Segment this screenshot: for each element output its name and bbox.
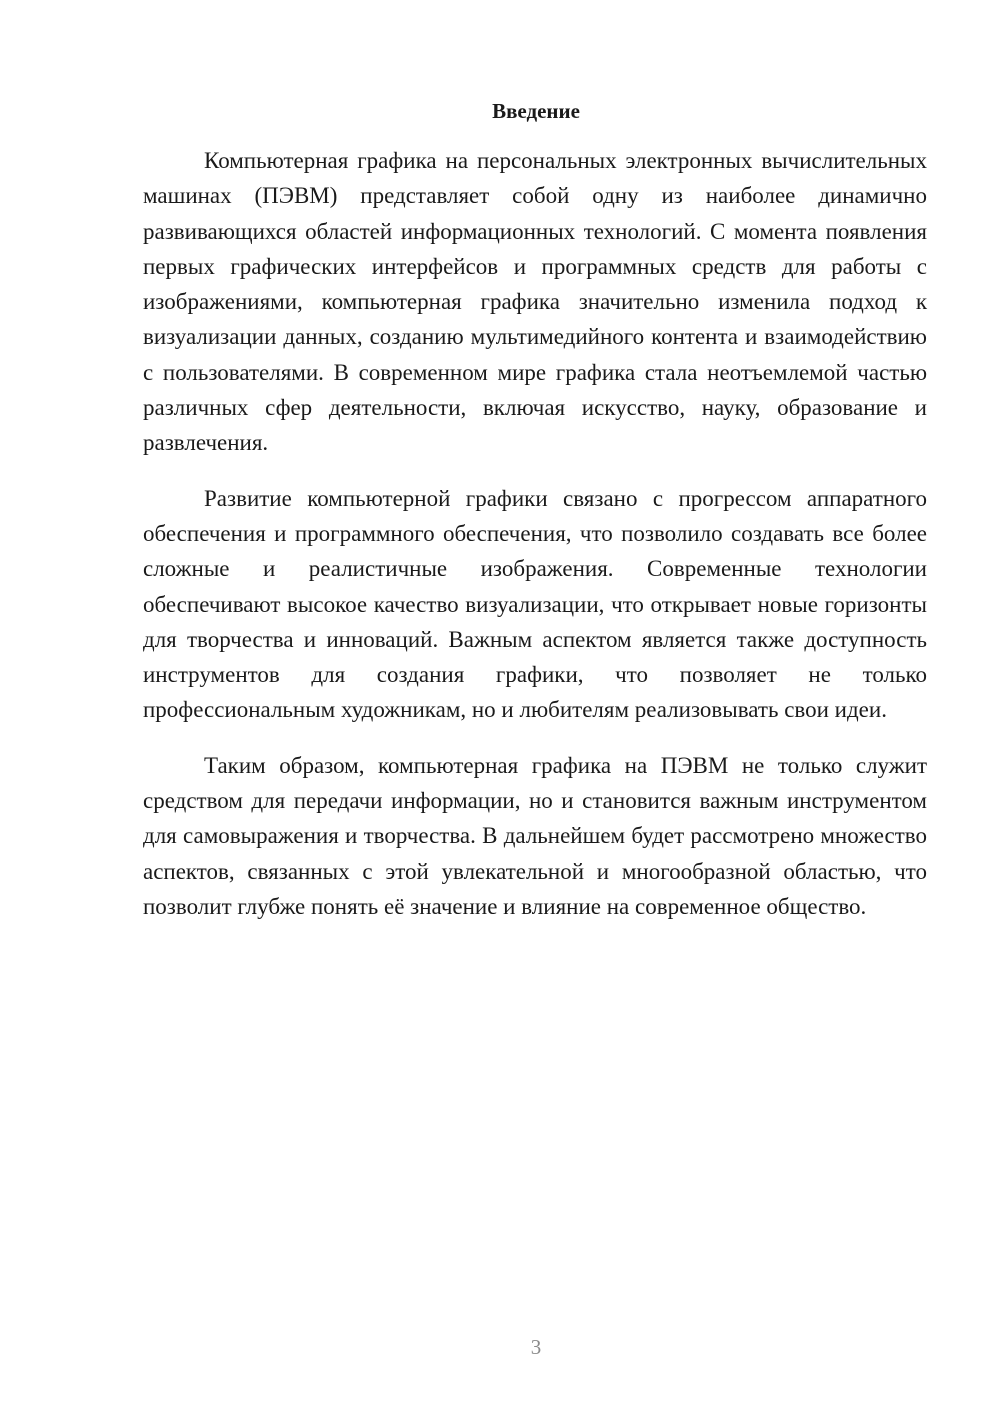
page-number: 3 — [530, 1335, 542, 1359]
paragraph-development: Развитие компьютерной графики связано с прогрессом аппаратного обеспечения и программного обеспечения, что позволило создавать все более сложные и реалистичные изображения. Современные технологии обеспечивают высокое качество визуализации, что открывает новые горизонты для творчества и инноваций. Важным аспектом является также доступность инструментов для создания графики, что позволяет не только профессиональным художникам, но и любителям реализовывать свои идеи. — [143, 485, 927, 723]
body-text — [143, 143, 927, 944]
paragraph-intro: Компьютерная графика на персональных электронных вычислительных машинах (ПЭВМ) представляет собой одну из наиболее динамично развивающихся областей информационных технологий. С момента появления первых графических интерфейсов и программных средств для работы с изображениями, компьютерная графика значительно изменила подход к визуализации данных, созданию мультимедийного контента и взаимодействию с пользователями. В современном мире графика стала неотъемлемой частью различных сфер деятельности, включая искусство, науку, образование и развлечения. — [143, 148, 927, 456]
paragraph-conclusion: Таким образом, компьютерная графика на ПЭВМ не только служит средством для передачи информации, но и становится важным инструментом для самовыражения и творчества. В дальнейшем будет рассмотрено множество аспектов, связанных с этой увлекательной и многообразной областью, что позволит глубже понять её значение и влияние на современное общество. — [143, 752, 927, 919]
section-heading: Введение — [492, 99, 580, 123]
